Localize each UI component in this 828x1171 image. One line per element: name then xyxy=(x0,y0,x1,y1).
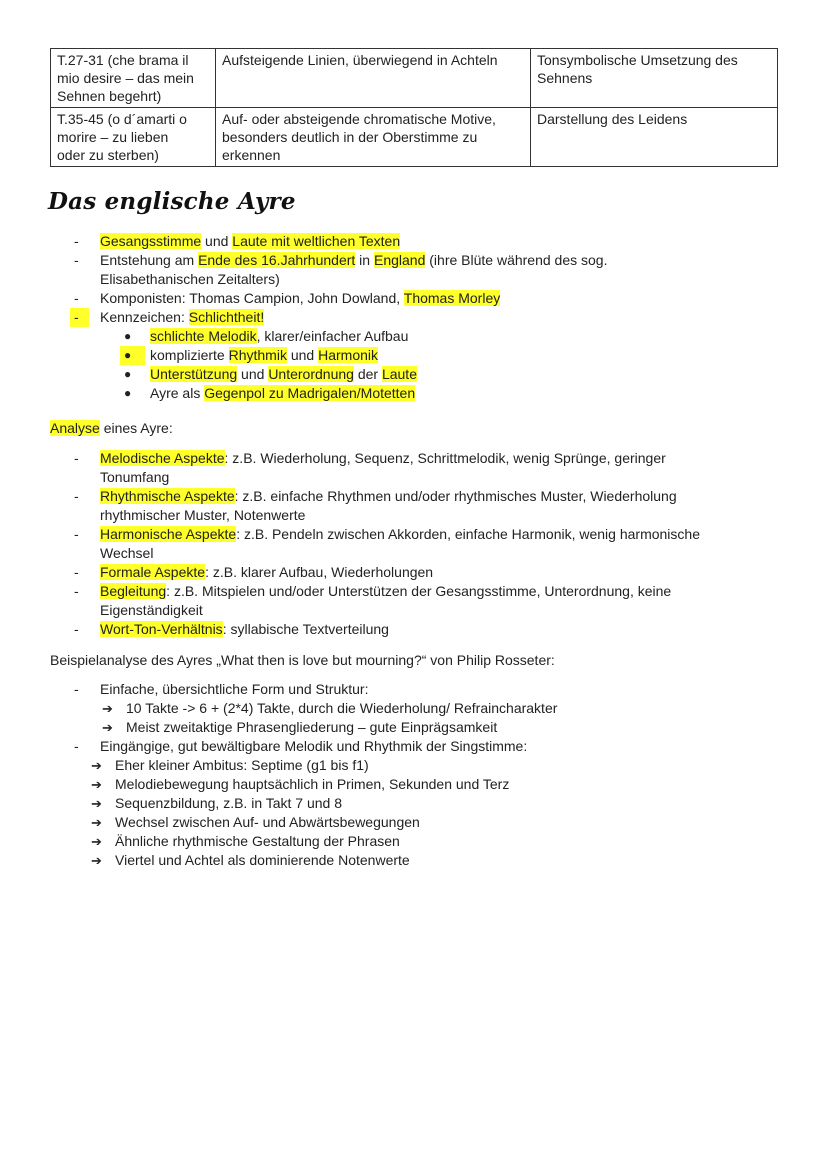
beispiel-list xyxy=(0,680,828,870)
analyse-heading: Analyse eines Ayre: xyxy=(50,420,173,436)
arrow-icon: ➔ xyxy=(91,777,102,792)
list-item: ➔ Wechsel zwischen Auf- und Abwärtsbewegungen xyxy=(91,814,420,830)
arrow-icon: ➔ xyxy=(102,720,113,735)
list-item: - Gesangsstimme und Laute mit weltlichen Texten xyxy=(74,233,401,249)
arrow-icon: ➔ xyxy=(102,701,113,716)
intro-list: - Gesangsstimme und Laute mit weltlichen Texten - Entstehung am Ende des 16.Jahrhundert in England (ihre Blüte während des sog. Elisabethanischen Zeitalters) - Komponisten: Thomas Campion, John Dowland, Thomas Morley - Kennzeichen: Schlichtheit! ● schlichte Melodik, klarer/einfacher Aufbau ● komplizierte Rhythmik und Harmonik ● Unterstützung und Unterordnung der Laute ● Ayre als Gegenpol zu Madrigalen/Motetten xyxy=(0,232,828,403)
table-cell: Tonsymbolische Umsetzung des Sehnens xyxy=(531,49,778,108)
list-item: - Kennzeichen: Schlichtheit! xyxy=(0,308,828,327)
list-item: ➔ Meist zweitaktige Phrasengliederung – gute Einprägsamkeit xyxy=(102,719,498,735)
list-item: - Komponisten: Thomas Campion, John Dowland, Thomas Morley xyxy=(74,290,501,306)
section-heading: Das englische Ayre xyxy=(48,188,296,215)
arrow-icon: ➔ xyxy=(91,853,102,868)
list-item: ● schlichte Melodik, klarer/einfacher Aufbau xyxy=(124,328,409,344)
list-item: ● komplizierte Rhythmik und Harmonik xyxy=(0,346,828,365)
beispiel-heading: Beispielanalyse des Ayres „What then is love but mourning?“ von Philip Rosseter: xyxy=(50,652,555,668)
list-item: ➔ Melodiebewegung hauptsächlich in Primen, Sekunden und Terz xyxy=(91,776,510,792)
list-item: ➔ Ähnliche rhythmische Gestaltung der Phrasen xyxy=(91,833,400,849)
arrow-icon: ➔ xyxy=(91,796,102,811)
list-item: - Begleitung: z.B. Mitspielen und/oder Unterstützen der Gesangsstimme, Unterordnung, keine xyxy=(74,583,672,599)
analyse-list: - Melodische Aspekte: z.B. Wiederholung, Sequenz, Schrittmelodik, wenig Sprünge, geringer Tonumfang - Rhythmische Aspekte: z.B. einfache Rhythmen und/oder rhythmisches Muster, Wiederholung rhythmischer Muster, Notenwerte - Harmonische Aspekte: z.B. Pendeln zwischen Akkorden, einfache Harmonik, wenig harmonische Wechsel - Formale Aspekte: z.B. klarer Aufbau, Wiederholungen - Begleitung: z.B. Mitspielen und/oder Unterstützen der Gesangsstimme, Unterordnung, keine Eigenständigkeit - Wort-Ton-Verhältnis: syllabische Textverteilung xyxy=(0,449,828,639)
table-row xyxy=(51,49,778,108)
arrow-icon: ➔ xyxy=(91,834,102,849)
list-item: ● Unterstützung und Unterordnung der Laute xyxy=(124,366,417,382)
table-cell: T.35-45 (o d´amarti o morire – zu lieben oder zu sterben) xyxy=(51,108,216,167)
list-item: - Rhythmische Aspekte: z.B. einfache Rhythmen und/oder rhythmisches Muster, Wiederholung xyxy=(74,488,677,504)
list-item: ➔ Viertel und Achtel als dominierende Notenwerte xyxy=(91,852,410,868)
list-item: ➔ 10 Takte -> 6 + (2*4) Takte, durch die Wiederholung/ Refraincharakter xyxy=(102,700,558,716)
list-item: - Eingängige, gut bewältigbare Melodik und Rhythmik der Singstimme: xyxy=(74,738,528,754)
list-item: - Einfache, übersichtliche Form und Struktur: xyxy=(74,681,369,697)
list-item: - Entstehung am Ende des 16.Jahrhundert in England (ihre Blüte während des sog. xyxy=(74,252,608,268)
arrow-icon: ➔ xyxy=(91,758,102,773)
list-item: ➔ Eher kleiner Ambitus: Septime (g1 bis f1) xyxy=(91,757,369,773)
table-cell: Aufsteigende Linien, überwiegend in Achteln xyxy=(216,49,531,108)
list-item: ● Ayre als Gegenpol zu Madrigalen/Motetten xyxy=(124,385,416,401)
list-item: - Wort-Ton-Verhältnis: syllabische Textverteilung xyxy=(74,621,389,637)
list-item: - Formale Aspekte: z.B. klarer Aufbau, Wiederholungen xyxy=(74,564,434,580)
table-row xyxy=(51,108,778,167)
arrow-icon: ➔ xyxy=(91,815,102,830)
table-cell: Darstellung des Leidens xyxy=(531,108,778,167)
list-item: ➔ Sequenzbildung, z.B. in Takt 7 und 8 xyxy=(91,795,343,811)
comparison-table xyxy=(50,48,778,167)
table-cell: T.27-31 (che brama il mio desire – das mein Sehnen begehrt) xyxy=(51,49,216,108)
list-item: - Harmonische Aspekte: z.B. Pendeln zwischen Akkorden, einfache Harmonik, wenig harmonische xyxy=(74,526,700,542)
list-item: - Melodische Aspekte: z.B. Wiederholung, Sequenz, Schrittmelodik, wenig Sprünge, geringer xyxy=(74,450,666,466)
table-cell: Auf- oder absteigende chromatische Motive, besonders deutlich in der Oberstimme zu erkennen xyxy=(216,108,531,167)
